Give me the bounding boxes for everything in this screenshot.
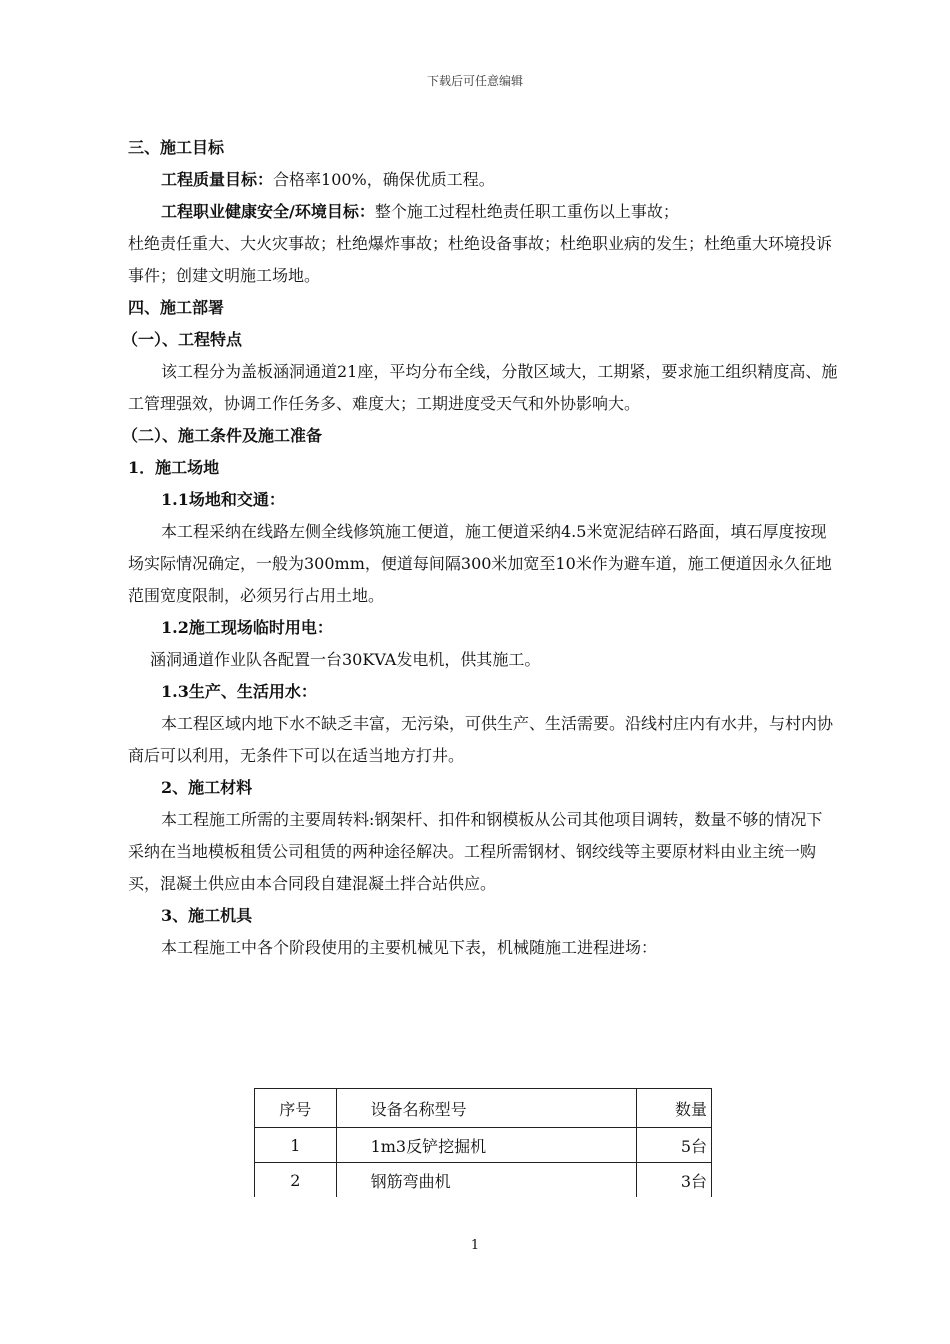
row-index: 2 xyxy=(255,1163,337,1198)
section-3-title: 三、施工目标 xyxy=(128,138,225,157)
row-quantity: 5台 xyxy=(637,1128,712,1163)
row-index: 1 xyxy=(255,1128,337,1163)
quality-goal xyxy=(128,164,838,196)
subsection-1-title: （一）、工程特点 xyxy=(122,330,243,349)
quality-goal-label: 工程质量目标： xyxy=(161,170,274,189)
site-title: 1．施工场地 xyxy=(128,458,220,477)
header-equipment: 设备名称型号 xyxy=(336,1089,637,1128)
safety-goal-label: 工程职业健康安全/环境目标： xyxy=(161,202,375,221)
subsection-2-title: （二）、施工条件及施工准备 xyxy=(122,426,323,445)
header-index: 序号 xyxy=(255,1089,337,1128)
row-equipment: 钢筋弯曲机 xyxy=(336,1163,637,1198)
section-4-title: 四、施工部署 xyxy=(128,298,225,317)
safety-goal-text-2: 杜绝责任重大、大火灾事故；杜绝爆炸事故；杜绝设备事故；杜绝职业病的发生；杜绝重大环境投诉事件；创建文明施工场地。 xyxy=(128,234,833,285)
site-1-text: 本工程采纳在线路左侧全线修筑施工便道，施工便道采纳4.5米宽泥结碎石路面，填石厚度按现场实际情况确定，一般为300mm，便道每间隔300米加宽至10米作为避车道，施工便道因永久征地范围宽度限制，必须另行占用土地。 xyxy=(128,522,832,605)
header-quantity: 数量 xyxy=(637,1089,712,1128)
safety-goal xyxy=(128,196,838,228)
material-text: 本工程施工所需的主要周转料:钢架杆、扣件和钢模板从公司其他项目调转，数量不够的情况下采纳在当地模板租赁公司租赁的两种途径解决。工程所需钢材、钢绞线等主要原材料由业主统一购买，混凝土供应由本合同段自建混凝土拌合站供应。 xyxy=(128,810,823,893)
machine-text: 本工程施工中各个阶段使用的主要机械见下表，机械随施工进程进场： xyxy=(161,938,658,957)
row-quantity: 3台 xyxy=(637,1163,712,1198)
site-3-text: 本工程区域内地下水不缺乏丰富，无污染，可供生产、生活需要。沿线村庄内有水井，与村内协商后可以利用，无条件下可以在适当地方打井。 xyxy=(128,714,834,765)
equipment-table xyxy=(254,1088,712,1197)
row-equipment: 1m3反铲挖掘机 xyxy=(336,1128,637,1163)
page-header: 下载后可任意编辑 xyxy=(426,74,523,88)
subsection-1-text: 该工程分为盖板涵洞通道21座，平均分布全线，分散区域大，工期紧，要求施工组织精度高、施工管理强效，协调工作任务多、难度大；工期进度受天气和外协影响大。 xyxy=(128,362,838,413)
site-2-text: 涵洞通道作业队各配置一台30KVA发电机，供其施工。 xyxy=(150,650,541,669)
machine-title: 3、施工机具 xyxy=(161,906,253,925)
page-number: 1 xyxy=(470,1238,480,1253)
site-1-title: 1.1场地和交通： xyxy=(161,490,285,509)
document-body xyxy=(122,132,838,964)
table-header-row xyxy=(255,1089,712,1128)
material-title: 2、施工材料 xyxy=(161,778,253,797)
table-row xyxy=(255,1163,712,1198)
site-2-title: 1.2施工现场临时用电： xyxy=(161,618,333,637)
table-row xyxy=(255,1128,712,1163)
quality-goal-text: 合格率100%，确保优质工程。 xyxy=(273,170,495,189)
site-3-title: 1.3生产、生活用水： xyxy=(161,682,317,701)
safety-goal-text-1: 整个施工过程杜绝责任职工重伤以上事故； xyxy=(374,202,679,221)
